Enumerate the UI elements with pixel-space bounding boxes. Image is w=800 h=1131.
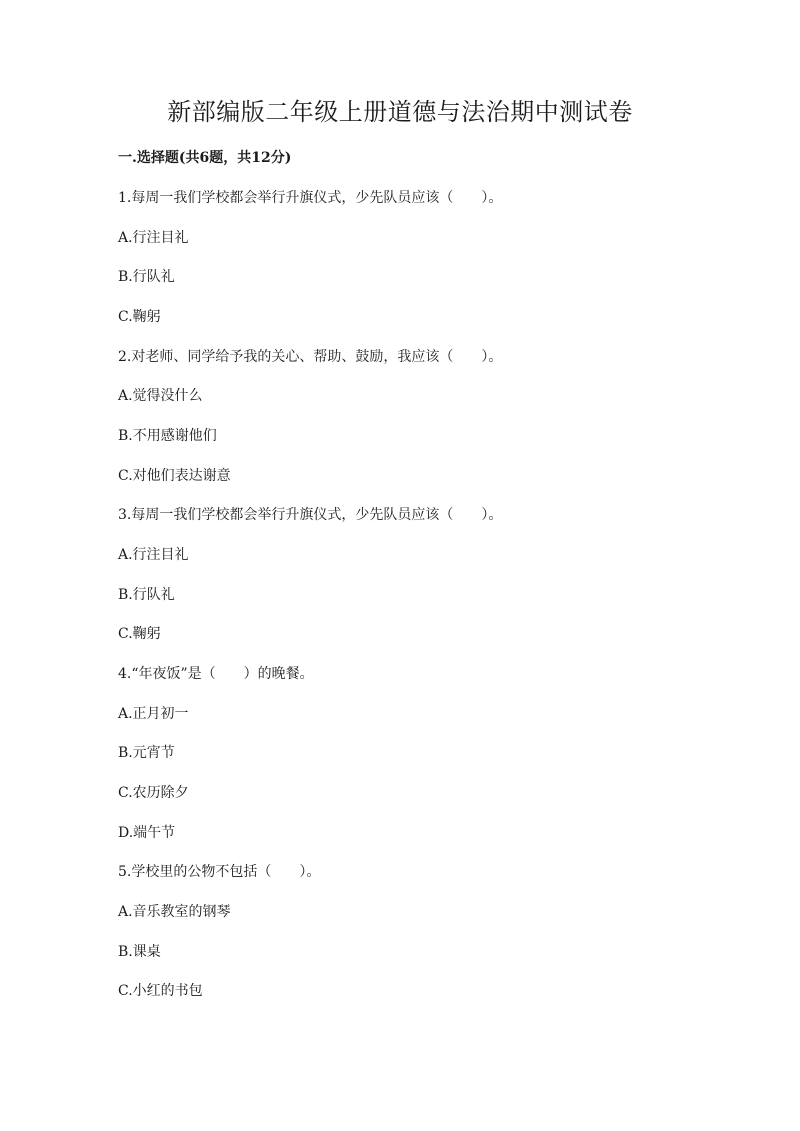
section-heading: 一.选择题(共6题，共12分) [118,150,292,166]
question-option: A.音乐教室的钢琴 [118,904,231,920]
question-stem: 5.学校里的公物不包括（ ）。 [118,864,321,880]
question-option: C.小红的书包 [118,983,203,999]
question-stem: 4.“年夜饭”是（ ）的晚餐。 [118,666,314,682]
question-option: A.行注目礼 [118,547,189,563]
question-option: A.正月初一 [118,706,189,722]
question-option: B.行队礼 [118,269,175,285]
question-option: C.鞠躬 [118,309,161,325]
question-stem: 1.每周一我们学校都会举行升旗仪式，少先队员应该（ ）。 [118,190,503,206]
question-option: B.元宵节 [118,745,175,761]
question-option: C.对他们表达谢意 [118,468,231,484]
question-option: C.鞠躬 [118,626,161,642]
question-option: A.行注目礼 [118,230,189,246]
question-option: D.端午节 [118,825,176,841]
exam-title: 新部编版二年级上册道德与法治期中测试卷 [167,98,633,126]
question-option: A.觉得没什么 [118,388,203,404]
question-stem: 2.对老师、同学给予我的关心、帮助、鼓励，我应该（ ）。 [118,349,503,365]
question-option: C.农历除夕 [118,785,189,801]
question-option: B.不用感谢他们 [118,428,217,444]
question-stem: 3.每周一我们学校都会举行升旗仪式，少先队员应该（ ）。 [118,507,503,523]
question-option: B.课桌 [118,944,161,960]
question-option: B.行队礼 [118,587,175,603]
